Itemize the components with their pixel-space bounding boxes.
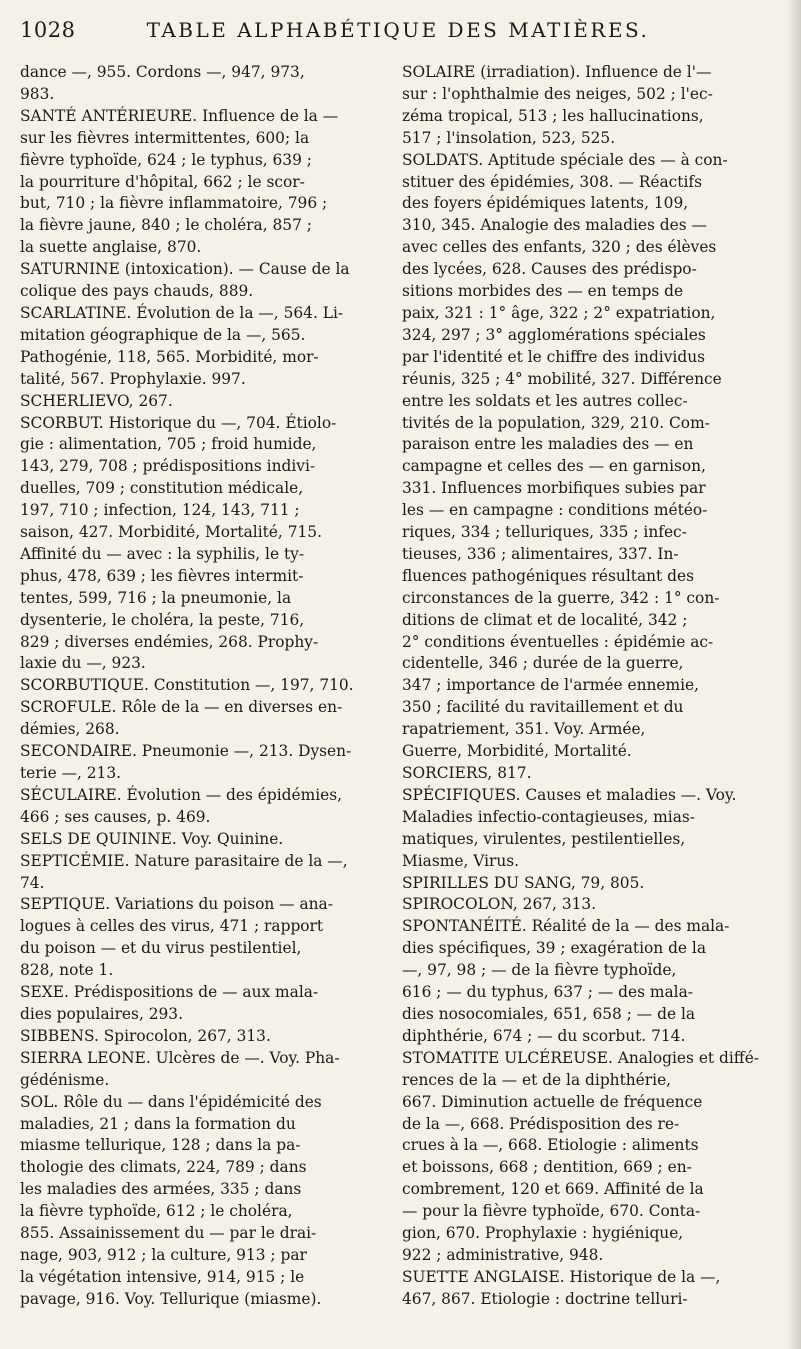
index-line: 331. Influences morbifiques subies par	[402, 479, 706, 498]
index-line: 466 ; ses causes, p. 469.	[20, 807, 211, 826]
index-line: SANTÉ ANTÉRIEURE. Influence de la —	[20, 106, 339, 125]
index-line: tivités de la population, 329, 210. Com-	[402, 413, 710, 432]
index-line: Guerre, Morbidité, Mortalité.	[402, 742, 632, 761]
index-line: SELS DE QUININE. Voy. Quinine.	[20, 829, 284, 848]
index-line: pavage, 916. Voy. Tellurique (miasme).	[20, 1289, 322, 1308]
index-line: 347 ; importance de l'armée ennemie,	[402, 676, 700, 695]
index-line: Affinité du — avec : la syphilis, le ty-	[20, 544, 305, 563]
index-line: saison, 427. Morbidité, Mortalité, 715.	[20, 523, 322, 542]
index-line: la fièvre typhoïde, 612 ; le choléra,	[20, 1202, 293, 1221]
index-line: SÉCULAIRE. Évolution — des épidémies,	[20, 785, 343, 804]
index-line: paraison entre les maladies des — en	[402, 435, 694, 454]
index-line: dance —, 955. Cordons —, 947, 973,	[20, 63, 305, 81]
index-line: SEPTICÉMIE. Nature parasitaire de la —,	[20, 851, 348, 870]
index-line: tieuses, 336 ; alimentaires, 337. In-	[402, 544, 679, 563]
index-line: 74.	[20, 873, 45, 892]
index-line: dies nosocomiales, 651, 658 ; — de la	[402, 1004, 696, 1023]
index-line: par l'identité et le chiffre des individus	[402, 347, 706, 366]
index-line: la pourriture d'hôpital, 662 ; le scor-	[20, 172, 305, 191]
index-line: des foyers épidémiques latents, 109,	[402, 194, 689, 213]
index-line: 922 ; administrative, 948.	[402, 1245, 604, 1264]
index-line: sitions morbides des — en temps de	[402, 282, 684, 301]
index-line: la végétation intensive, 914, 915 ; le	[20, 1267, 305, 1286]
index-line: dies spécifiques, 39 ; exagération de la	[402, 939, 707, 958]
index-line: 324, 297 ; 3° agglomérations spéciales	[402, 325, 706, 344]
index-line: 829 ; diverses endémies, 268. Prophy-	[20, 632, 319, 651]
index-line: Miasme, Virus.	[402, 851, 520, 870]
index-line: 350 ; facilité du ravitaillement et du	[402, 698, 684, 717]
index-line: SPIRILLES DU SANG, 79, 805.	[402, 873, 645, 892]
index-line: SOLDATS. Aptitude spéciale des — à con-	[402, 150, 728, 169]
index-line: but, 710 ; la fièvre inflammatoire, 796 ;	[20, 194, 328, 213]
index-line: terie —, 213.	[20, 764, 122, 782]
index-line: campagne et celles des — en garnison,	[402, 457, 706, 476]
index-line: riques, 334 ; telluriques, 335 ; infec-	[402, 523, 687, 542]
index-line: zéma tropical, 513 ; les hallucinations,	[402, 106, 704, 125]
index-line: cidentelle, 346 ; durée de la guerre,	[402, 654, 684, 673]
index-line: gie : alimentation, 705 ; froid humide,	[20, 435, 317, 454]
index-line: nage, 903, 912 ; la culture, 913 ; par	[20, 1245, 307, 1264]
index-line: sur les fièvres intermittentes, 600; la	[20, 128, 310, 147]
page-number: 1028	[20, 18, 76, 42]
index-line: fièvre typhoïde, 624 ; le typhus, 639 ;	[20, 150, 312, 169]
index-line: SIBBENS. Spirocolon, 267, 313.	[20, 1026, 271, 1045]
index-line: SCARLATINE. Évolution de la —, 564. Li-	[20, 303, 344, 322]
index-line: tentes, 599, 716 ; la pneumonie, la	[20, 588, 292, 607]
index-line: Maladies infectio-contagieuses, mias-	[402, 807, 695, 826]
index-line: 828, note 1.	[20, 961, 114, 980]
index-line: SPONTANÉITÉ. Réalité de la — des mala-	[402, 917, 730, 936]
index-line: maladies, 21 ; dans la formation du	[20, 1114, 296, 1133]
index-line: 197, 710 ; infection, 124, 143, 711 ;	[20, 501, 300, 520]
index-line: démies, 268.	[20, 720, 120, 739]
index-line: SUETTE ANGLAISE. Historique de la —,	[402, 1267, 721, 1286]
index-line: colique des pays chauds, 889.	[20, 282, 254, 301]
index-line: miasme tellurique, 128 ; dans la pa-	[20, 1136, 301, 1155]
index-line: 517 ; l'insolation, 523, 525.	[402, 128, 616, 147]
index-line: 616 ; — du typhus, 637 ; — des mala-	[402, 983, 693, 1002]
index-line: 143, 279, 708 ; prédispositions indivi-	[20, 457, 316, 476]
index-line: phus, 478, 639 ; les fièvres intermit-	[20, 566, 304, 585]
index-line: des lycées, 628. Causes des prédispo-	[402, 260, 697, 279]
index-line: SPIROCOLON, 267, 313.	[402, 895, 597, 914]
index-line: SIERRA LEONE. Ulcères de —. Voy. Pha-	[20, 1048, 340, 1067]
index-line: rapatriement, 351. Voy. Armée,	[402, 720, 646, 739]
index-line: dies populaires, 293.	[20, 1004, 183, 1023]
index-line: paix, 321 : 1° âge, 322 ; 2° expatriation,	[402, 303, 716, 322]
index-line: mitation géographique de la —, 565.	[20, 325, 306, 344]
index-line: avec celles des enfants, 320 ; des élèves	[402, 238, 717, 257]
index-line: talité, 567. Prophylaxie. 997.	[20, 369, 246, 388]
running-title: TABLE ALPHABÉTIQUE DES MATIÈRES.	[146, 18, 650, 42]
index-line: circonstances de la guerre, 342 : 1° con-	[402, 588, 720, 607]
index-line: entre les soldats et les autres collec-	[402, 391, 688, 410]
page-edge-shadow	[787, 0, 801, 1349]
index-line: SORCIERS, 817.	[402, 764, 532, 782]
index-line: 667. Diminution actuelle de fréquence	[402, 1092, 703, 1111]
index-line: 983.	[20, 84, 55, 103]
index-line: ditions de climat et de localité, 342 ;	[402, 610, 688, 629]
index-line: SATURNINE (intoxication). — Cause de la	[20, 260, 350, 279]
index-line: STOMATITE ULCÉREUSE. Analogies et diffé-	[402, 1048, 760, 1067]
index-line: 310, 345. Analogie des maladies des —	[402, 216, 707, 235]
index-line: la suette anglaise, 870.	[20, 238, 202, 257]
index-line: SOL. Rôle du — dans l'épidémicité des	[20, 1092, 322, 1111]
index-line: et boissons, 668 ; dentition, 669 ; en-	[402, 1158, 692, 1177]
index-line: crues à la —, 668. Etiologie : aliments	[402, 1136, 699, 1155]
index-line: réunis, 325 ; 4° mobilité, 327. Différence	[402, 369, 722, 388]
index-line: SOLAIRE (irradiation). Influence de l'—	[402, 63, 712, 81]
index-line: SECONDAIRE. Pneumonie —, 213. Dysen-	[20, 742, 352, 761]
index-line: thologie des climats, 224, 789 ; dans	[20, 1158, 307, 1177]
index-line: diphthérie, 674 ; — du scorbut. 714.	[402, 1026, 686, 1045]
index-line: laxie du —, 923.	[20, 654, 146, 673]
index-line: SCHERLIEVO, 267.	[20, 391, 173, 410]
index-line: SEPTIQUE. Variations du poison — ana-	[20, 895, 333, 914]
index-line: les maladies des armées, 335 ; dans	[20, 1180, 302, 1199]
index-line: Pathogénie, 118, 565. Morbidité, mor-	[20, 347, 319, 366]
index-line: 855. Assainissement du — par le drai-	[20, 1224, 317, 1243]
index-line: 467, 867. Etiologie : doctrine telluri-	[402, 1289, 688, 1308]
index-line: gion, 670. Prophylaxie : hygiénique,	[402, 1224, 684, 1243]
index-line: 2° conditions éventuelles : épidémie ac-	[402, 632, 714, 651]
index-line: les — en campagne : conditions météo-	[402, 501, 708, 520]
index-line: SPÉCIFIQUES. Causes et maladies —. Voy.	[402, 785, 737, 804]
index-line: SCORBUTIQUE. Constitution —, 197, 710.	[20, 676, 354, 695]
index-line: rences de la — et de la diphthérie,	[402, 1070, 672, 1089]
index-line: duelles, 709 ; constitution médicale,	[20, 479, 304, 498]
index-line: sur : l'ophthalmie des neiges, 502 ; l'ec-	[402, 84, 713, 103]
index-column-left	[20, 62, 382, 1311]
index-line: la fièvre jaune, 840 ; le choléra, 857 ;	[20, 216, 312, 235]
index-line: du poison — et du virus pestilentiel,	[20, 939, 302, 958]
index-line: — pour la fièvre typhoïde, 670. Conta-	[402, 1202, 701, 1221]
index-line: SEXE. Prédispositions de — aux mala-	[20, 983, 319, 1002]
index-line: combrement, 120 et 669. Affinité de la	[402, 1180, 704, 1199]
index-line: dysenterie, le choléra, la peste, 716,	[20, 610, 305, 629]
index-line: de la —, 668. Prédisposition des re-	[402, 1114, 680, 1133]
index-line: matiques, virulentes, pestilentielles,	[402, 829, 686, 848]
index-line: SCROFULE. Rôle de la — en diverses en-	[20, 698, 343, 717]
page-header	[20, 18, 790, 52]
index-line: gédénisme.	[20, 1070, 110, 1089]
index-column-right	[402, 62, 774, 1311]
index-line: SCORBUT. Historique du —, 704. Étiolo-	[20, 413, 337, 432]
index-line: logues à celles des virus, 471 ; rapport	[20, 917, 324, 936]
index-line: fluences pathogéniques résultant des	[402, 566, 694, 585]
index-line: —, 97, 98 ; — de la fièvre typhoïde,	[402, 961, 677, 980]
index-line: stituer des épidémies, 308. — Réactifs	[402, 172, 702, 191]
